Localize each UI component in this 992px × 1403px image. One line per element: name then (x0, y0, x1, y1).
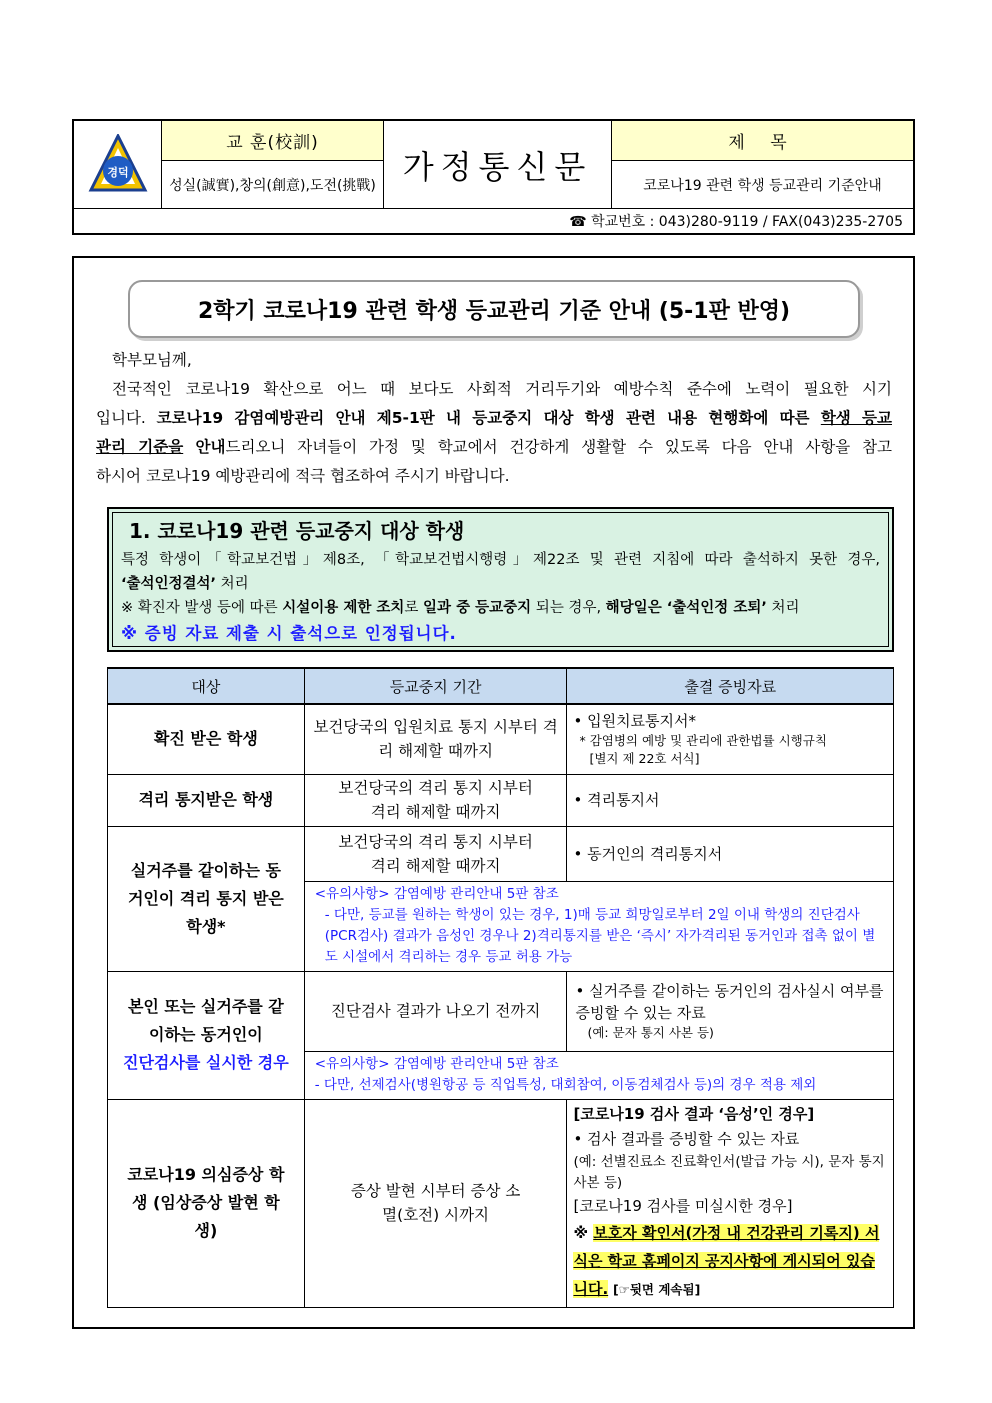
attendance-table (107, 667, 894, 1308)
intro-bold: 안내 (183, 438, 226, 456)
intro-line-4: 하시어 코로나19 예방관리에 적극 협조하여 주시기 바랍니다. (96, 467, 510, 485)
doc-heading: [코로나19 검사 결과 ‘음성’인 경우] (573, 1105, 815, 1123)
doc-item: • 실거주를 같이하는 동거인의 검사실시 여부를 증빙할 수 있는 자료 (575, 982, 884, 1022)
subject-label: 제 목 (612, 121, 913, 161)
section-text: ※ 확진자 발생 등에 따른 (121, 600, 283, 616)
main-title: 2학기 코로나19 관련 학생 등교관리 기준 안내 (5-1판 반영) (128, 280, 860, 338)
doc-highlight (573, 1219, 887, 1304)
row-period: 보건당국의 격리 통지 시부터 격리 해제할 때까지 (304, 774, 567, 826)
row-document (567, 1099, 894, 1307)
intro-text: 드리오니 자녀들이 가정 및 학교에서 건강하게 생활할 수 있도록 다음 안내 사항을 참고 (225, 438, 893, 456)
intro-line-1: 전국적인 코로나19 확산으로 어느 때 보다도 사회적 거리두기와 예방수칙 준수에 노력이 필요한 시기 (112, 380, 892, 398)
school-emblem-icon (87, 134, 149, 196)
row-note (304, 1051, 893, 1099)
letterhead (72, 119, 915, 235)
document-title: 가정통신문 (384, 121, 612, 209)
row-period: 보건당국의 격리 통지 시부터 격리 해제할 때까지 (304, 826, 567, 881)
row-document (567, 704, 894, 774)
row-target: 확진 받은 학생 (108, 704, 305, 774)
intro-paragraph (96, 346, 892, 491)
section-1-box (107, 507, 894, 652)
motto-value: 성실(誠實),창의(創意),도전(挑戰) (162, 161, 384, 209)
doc-item: • 검사 결과를 증빙할 수 있는 자료 (573, 1130, 800, 1148)
target-text: 본인 또는 실거주를 같이하는 동거인이 (127, 997, 284, 1044)
section-1-line-1: 특정 학생이「학교보건법」제8조, 「학교보건법시행령」제22조 및 관련 지침에 따라 출석하지 못한 경우, (121, 552, 880, 568)
doc-mark: ※ (573, 1224, 594, 1242)
col-header-document: 출결 증빙자료 (567, 668, 894, 704)
row-target: 코로나19 의심증상 학생 (임상증상 발현 학생) (108, 1099, 305, 1307)
intro-bold-underline: 학생 등교 (820, 409, 892, 427)
table-row (108, 971, 894, 1051)
row-period: 진단검사 결과가 나오기 전까지 (304, 971, 567, 1051)
section-text: 되는 경우, (531, 600, 606, 616)
section-bold: 해당일은 ‘출석인정 조퇴’ (605, 600, 767, 616)
doc-note: [별지 제 22호 서식] (589, 751, 700, 767)
table-row (108, 826, 894, 881)
intro-text: 입니다. (96, 409, 157, 427)
row-document (567, 971, 894, 1051)
note-body: - 다만, 등교를 원하는 학생이 있는 경우, 1)매 등교 희망일로부터 2일 이내 학생의 진단검사(PCR검사) 결과가 음성인 경우나 2)격리통지를 받은 ‘즉시’ 자가격리된 동거인과 접촉 없이 별도 시설에서 격리하는 경우 등교 허용 가능 (324, 907, 876, 965)
table-row (108, 774, 894, 826)
doc-note: (예: 문자 통지 사본 등) (587, 1025, 714, 1040)
section-1-line-2 (121, 572, 880, 596)
row-document: • 동거인의 격리통지서 (567, 826, 894, 881)
doc-note: (예: 선별진료소 진료확인서(발급 가능 시), 문자 통지 사본 등) (573, 1154, 885, 1191)
motto-label: 교 훈(校訓) (162, 121, 384, 161)
row-target: 격리 통지받은 학생 (108, 774, 305, 826)
row-period: 보건당국의 입원치료 통지 시부터 격리 해제할 때까지 (304, 704, 567, 774)
row-target: 실거주를 같이하는 동거인이 격리 통지 받은 학생* (108, 826, 305, 971)
col-header-period: 등교중지 기간 (304, 668, 567, 704)
intro-bold: 코로나19 감염예방관리 안내 제5-1판 내 등교중지 대상 학생 관련 내용 현행화에 따른 (156, 409, 821, 427)
target-text-highlight: 진단검사를 실시한 경우 (123, 1053, 289, 1072)
parent-confirmation-notice: 보호자 확인서(가정 내 건강관리 기록지) 서식은 학교 홈페이지 공지사항에 게시되어 있습니다. (573, 1224, 880, 1298)
doc-item: • 입원치료통지서* (573, 712, 697, 731)
note-body: - 다만, 선제검사(병원항공 등 직업특성, 대회참여, 이동검체검사 등)의 경우 적용 제외 (314, 1077, 817, 1093)
section-text: 처리 (766, 600, 800, 616)
note-title: <유의사항> 감염예방 관리안내 5판 참조 (314, 1056, 559, 1072)
subject-value: 코로나19 관련 학생 등교관리 기준안내 (612, 161, 913, 209)
school-logo (74, 121, 162, 209)
row-note (304, 881, 893, 971)
greeting: 학부모님께, (112, 351, 192, 369)
table-header-row (108, 668, 894, 704)
attendance-excused-absence: ‘출석인정결석’ (121, 576, 217, 592)
section-1-heading: 1. 코로나19 관련 등교중지 대상 학생 (129, 519, 465, 543)
note-title: <유의사항> 감염예방 관리안내 5판 참조 (314, 886, 559, 902)
table-row (108, 704, 894, 774)
doc-heading: [코로나19 검사를 미실시한 경우] (573, 1197, 793, 1215)
row-period: 증상 발현 시부터 증상 소멸(호전) 시까지 (304, 1099, 567, 1307)
table-row (108, 1099, 894, 1307)
section-1-line-3 (121, 596, 880, 620)
doc-note: * 감염병의 예방 및 관리에 관한법률 시행규칙 (579, 733, 827, 749)
section-bold: 시설이용 제한 조치 (282, 600, 405, 616)
continued-note: [☞뒷면 계속됨] (612, 1282, 701, 1297)
intro-line-3 (96, 433, 892, 462)
row-document: • 격리통지서 (567, 774, 894, 826)
section-1-line-4: ※ 증빙 자료 제출 시 출석으로 인정됩니다. (121, 624, 457, 643)
section-bold: 일과 중 등교중지 (423, 600, 532, 616)
row-target (108, 971, 305, 1099)
logo-text: 경덕 (106, 165, 129, 179)
intro-bold-underline: 관리 기준을 (96, 438, 184, 456)
intro-line-2 (96, 404, 892, 433)
section-text: 로 (404, 600, 424, 616)
section-text: 처리 (216, 576, 249, 592)
contact-phone: ☎ 학교번호 : 043)280-9119 / FAX(043)235-2705 (569, 214, 903, 230)
col-header-target: 대상 (108, 668, 305, 704)
